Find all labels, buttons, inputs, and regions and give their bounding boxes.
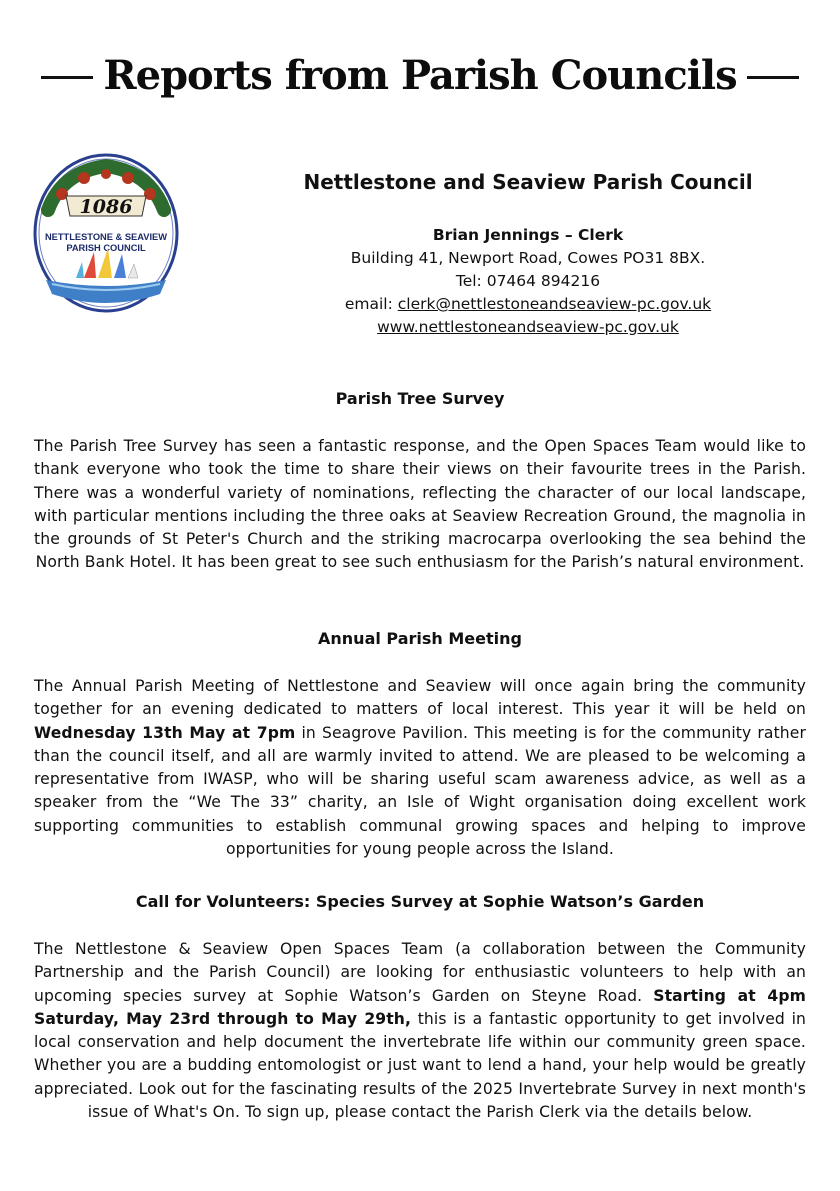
volunteers-text	[34, 938, 806, 1124]
title-dash-left	[41, 76, 93, 79]
parish-meeting-heading: Annual Parish Meeting	[318, 629, 522, 648]
meeting-date: Wednesday 13th May at 7pm	[34, 723, 296, 742]
council-address: Building 41, Newport Road, Cowes PO31 8BX.	[350, 249, 706, 267]
tree-survey-heading: Parish Tree Survey	[335, 389, 505, 408]
volunteers-text-end: this is a fantastic opportunity to get involved in local conservation and help document the invertebrate life within our community green space. Whether you are a budding entomologist or just want to lend a hand, your help would be greatly appreciated. Look out for the fascinating results of the 2025 Invertebrate Survey in next month's issue of What's On. To sign up, please contact the Parish Clerk via the details below.	[34, 1009, 807, 1122]
meeting-text-end: in Seagrove Pavilion. This meeting is for the community rather than the council itself, and all are warmly invited to attend. We are pleased to be welcoming a representative from IWASP, who will be sharing useful scam awareness advice, as well as a speaker from the “We The 33” charity, an Isle of Wight organisation doing excellent work supporting communities to establish communal growing spaces and helping to improve opportunities for young people across the Island.	[34, 723, 806, 859]
clerk-name: Brian Jennings – Clerk	[432, 226, 624, 244]
contact-block	[218, 224, 838, 339]
parish-meeting-text	[34, 675, 806, 861]
logo-line2: PARISH COUNCIL	[66, 243, 146, 253]
meeting-text-start: The Annual Parish Meeting of Nettlestone and Seaview will once again bring the community together for an evening dedicated to matters of local interest. This year it will be held on	[34, 677, 806, 719]
tree-survey-text: The Parish Tree Survey has seen a fantastic response, and the Open Spaces Team would like to thank everyone who took the time to share their views on their favourite trees in the Parish. There was a wonderful variety of nominations, reflecting the character of our local landscape, with particular mentions including the three oaks at Seaview Recreation Ground, the magnolia in the grounds of St Peter's Church and the striking macrocarpa overlooking the sea behind the North Bank Hotel. It has been great to see such enthusiasm for the Parish’s natural environment.	[34, 437, 806, 572]
logo-line1: NETTLESTONE & SEAVIEW	[44, 232, 168, 242]
parish-council-logo	[32, 152, 180, 314]
email-label: email:	[344, 295, 398, 313]
council-telephone: Tel: 07464 894216	[455, 272, 601, 290]
logo-year: 1086	[79, 196, 133, 218]
survey-dates: Starting at 4pm Saturday, May 23rd through to May 29th,	[34, 986, 806, 1028]
council-website-line	[218, 316, 838, 339]
volunteers-text-start: The Nettlestone & Seaview Open Spaces Team (a collaboration between the Community Partnership and the Parish Council) are looking for enthusiastic volunteers to help with an upcoming species survey at Sophie Watson’s Garden on Steyne Road.	[34, 940, 806, 1005]
website-link[interactable]: www.nettlestoneandseaview-pc.gov.uk	[377, 318, 679, 336]
council-name: Nettlestone and Seaview Parish Council	[303, 170, 753, 194]
email-link[interactable]: clerk@nettlestoneandseaview-pc.gov.uk	[397, 295, 712, 313]
volunteers-heading: Call for Volunteers: Species Survey at Sophie Watson’s Garden	[135, 892, 705, 911]
page-title-text: Reports from Parish Councils	[103, 52, 737, 99]
title-dash-right	[747, 76, 799, 79]
council-email-line	[218, 293, 838, 316]
page-title	[0, 52, 840, 99]
